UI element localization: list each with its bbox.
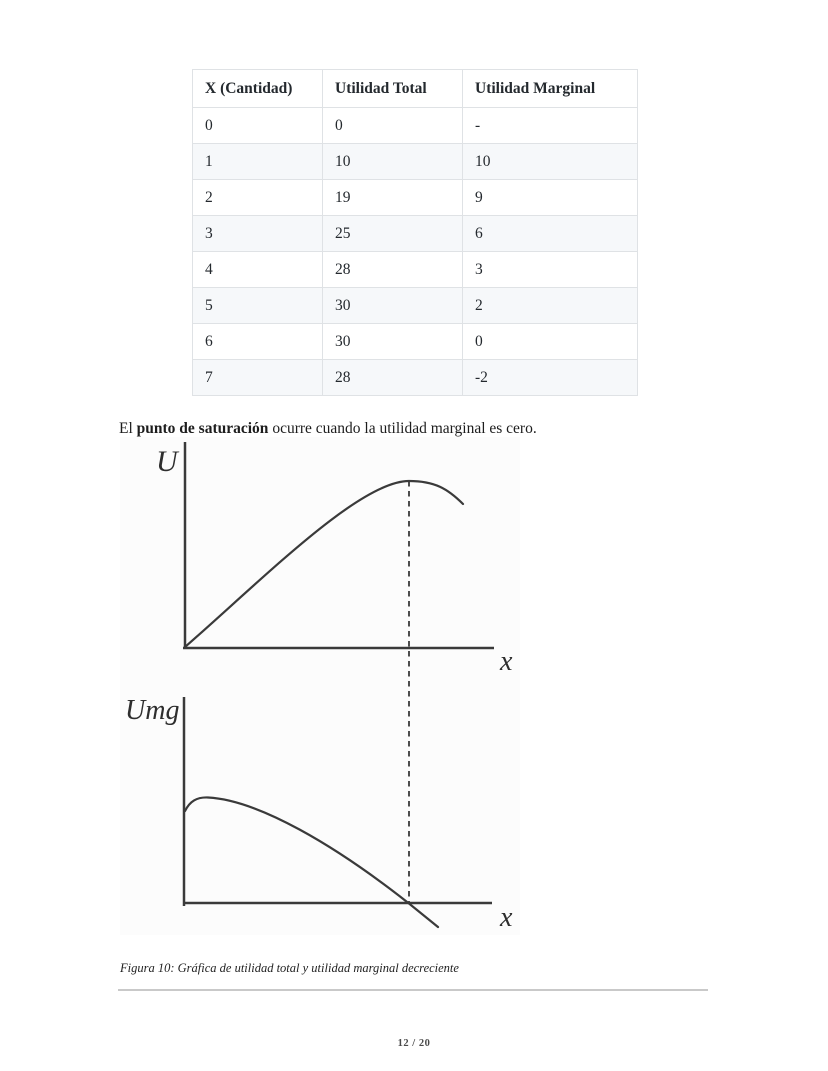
table-cell: 2 <box>193 180 323 216</box>
header-utilidad-marginal: Utilidad Marginal <box>463 70 638 108</box>
footer-divider <box>118 989 708 991</box>
table-cell: 10 <box>463 144 638 180</box>
u-axis-label: U <box>156 445 178 478</box>
table-cell: 30 <box>323 324 463 360</box>
table-row <box>193 324 638 360</box>
paragraph-prefix: El <box>119 419 137 437</box>
table-cell: 6 <box>463 216 638 252</box>
table-row <box>193 288 638 324</box>
table-cell: -2 <box>463 360 638 396</box>
table-row <box>193 360 638 396</box>
table-header-row <box>193 70 638 108</box>
table-cell: 9 <box>463 180 638 216</box>
table-cell: 2 <box>463 288 638 324</box>
table-cell: 0 <box>463 324 638 360</box>
bottom-x-axis-label: x <box>500 902 513 933</box>
table-cell: 3 <box>193 216 323 252</box>
table-cell: - <box>463 108 638 144</box>
marginal-utility-chart <box>125 695 513 933</box>
utility-figure-svg <box>120 437 520 935</box>
table-cell: 5 <box>193 288 323 324</box>
table-cell: 10 <box>323 144 463 180</box>
paragraph-suffix: ocurre cuando la utilidad marginal es cero. <box>268 419 537 437</box>
table-row <box>193 108 638 144</box>
table-cell: 7 <box>193 360 323 396</box>
utility-figure <box>120 437 520 935</box>
table-row <box>193 180 638 216</box>
figure-caption: Figura 10: Gráfica de utilidad total y utilidad marginal decreciente <box>120 961 459 975</box>
total-utility-curve <box>185 481 463 647</box>
table-cell: 0 <box>193 108 323 144</box>
header-x-cantidad: X (Cantidad) <box>193 70 323 108</box>
table-cell: 28 <box>323 360 463 396</box>
header-utilidad-total: Utilidad Total <box>323 70 463 108</box>
paragraph-bold-term: punto de saturación <box>136 419 269 437</box>
table-cell: 1 <box>193 144 323 180</box>
table-cell: 3 <box>463 252 638 288</box>
table-row <box>193 144 638 180</box>
marginal-utility-curve <box>185 797 438 927</box>
table-row <box>193 216 638 252</box>
table-cell: 0 <box>323 108 463 144</box>
table-cell: 6 <box>193 324 323 360</box>
table-cell: 4 <box>193 252 323 288</box>
page-number: 12 / 20 <box>397 1038 431 1049</box>
top-x-axis-label: x <box>500 646 513 677</box>
utility-table <box>192 69 638 396</box>
table-cell: 25 <box>323 216 463 252</box>
total-utility-chart <box>156 442 513 677</box>
table-row <box>193 252 638 288</box>
table-body <box>193 108 638 396</box>
umg-axis-label: Umg <box>125 695 180 726</box>
table-cell: 28 <box>323 252 463 288</box>
table-cell: 30 <box>323 288 463 324</box>
table-cell: 19 <box>323 180 463 216</box>
